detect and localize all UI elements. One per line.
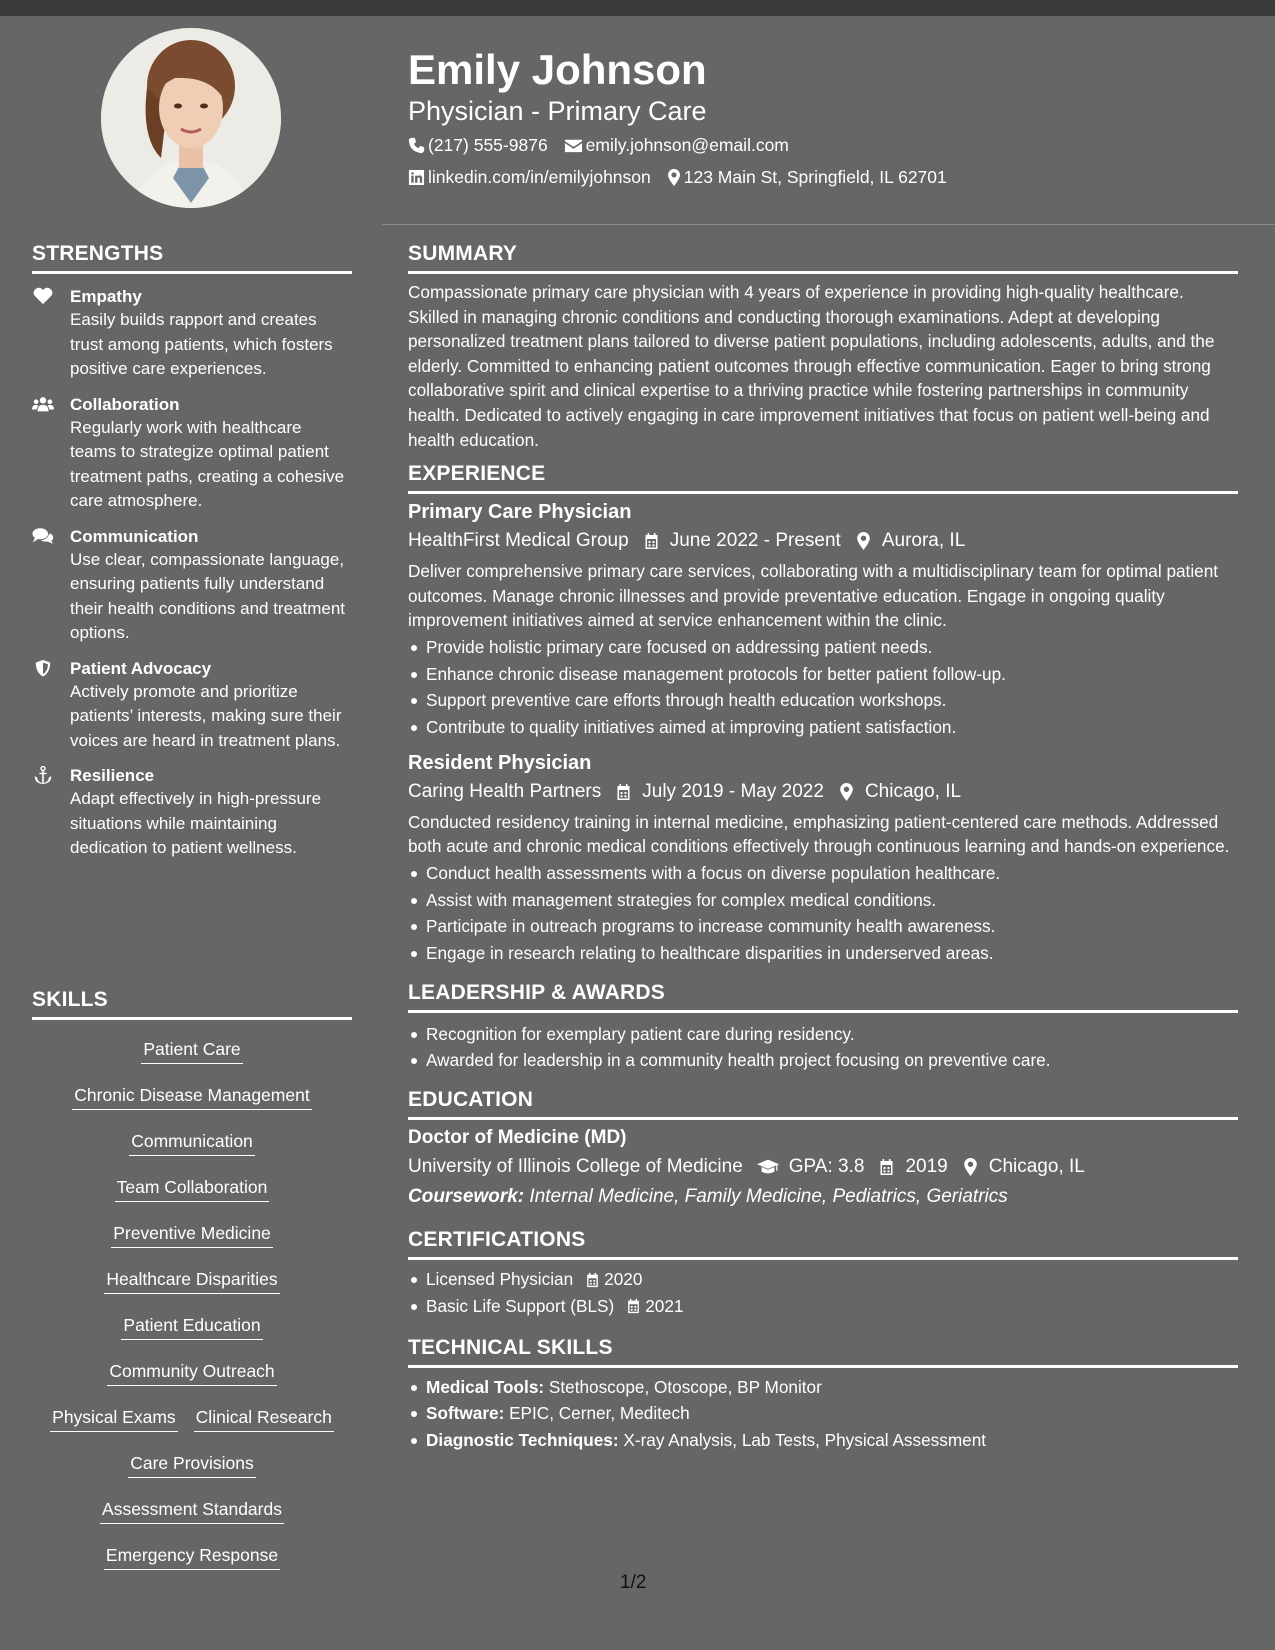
job-meta (408, 777, 1238, 807)
anchor-icon (32, 765, 70, 861)
email-text: emily.johnson@email.com (585, 135, 789, 155)
skill-tag: Clinical Research (194, 1404, 334, 1432)
linkedin-contact[interactable] (408, 165, 651, 189)
map-marker-icon (838, 783, 855, 801)
strength-desc: Regularly work with healthcare teams to strategize optimal patient treatment paths, creating a cohesive care atmosphere. (70, 417, 345, 510)
technical-skill-value: Stethoscope, Otoscope, BP Monitor (548, 1376, 822, 1397)
technical-skills-section (408, 1336, 1238, 1454)
awards-list (408, 1021, 1238, 1074)
calendar-icon (626, 1298, 641, 1314)
school-name: University of Illinois College of Medicine (408, 1156, 743, 1178)
skills-section (32, 988, 352, 1584)
skill-tag: Assessment Standards (100, 1496, 284, 1524)
bullet-item: Support preventive care efforts through health education workshops. (408, 687, 1238, 714)
job-bullets (408, 860, 1238, 967)
technical-skill-item (408, 1427, 1238, 1454)
contact-row (408, 133, 805, 157)
strength-desc: Use clear, compassionate language, ensuring patients fully understand their health conditions and treatment options. (70, 549, 346, 642)
strength-item (32, 526, 352, 646)
calendar-icon (585, 1272, 600, 1288)
bullet-item: Conduct health assessments with a focus on diverse population healthcare. (408, 860, 1238, 887)
skill-tag: Team Collaboration (115, 1174, 270, 1202)
strength-item (32, 765, 352, 861)
awards-section (408, 981, 1238, 1074)
job-dates: July 2019 - May 2022 (642, 780, 824, 802)
graduation-year: 2019 (905, 1156, 948, 1178)
envelope-icon (564, 137, 583, 154)
linkedin-icon (408, 169, 425, 186)
education-location: Chicago, IL (988, 1156, 1085, 1178)
experience-title: EXPERIENCE (408, 462, 1238, 494)
technical-skill-value: EPIC, Cerner, Meditech (509, 1403, 690, 1424)
right-column (408, 242, 1238, 1464)
summary-text: Compassionate primary care physician with 4 years of experience in providing high-quality healthcare. Skilled in managing chronic conditions and conducting thorough examinations. Adept at developing personalized treatment plans tailored to diverse patient populations, including adolescents, adults, and the elderly. Committed to enhancing patient outcomes through effective communication. Eager to bring strong collaborative spirit and clinical expertise to a thriving practice while fostering partnerships in community health. Dedicated to actively engaging in care improvement initiatives that focus on patient well-being and health education. (408, 282, 1215, 450)
header-divider (382, 224, 1275, 225)
degree-title: Doctor of Medicine (MD) (408, 1127, 627, 1149)
awards-title: LEADERSHIP & AWARDS (408, 981, 1238, 1013)
coursework-label: Coursework: (408, 1186, 525, 1208)
strength-item (32, 394, 352, 514)
page-number: 1/2 (620, 1572, 647, 1593)
address-text: 123 Main St, Springfield, IL 62701 (683, 167, 947, 187)
job-title: Primary Care Physician (408, 501, 632, 524)
skill-tag: Emergency Response (104, 1542, 280, 1570)
job-meta (408, 526, 1238, 556)
bullet-item: Assist with management strategies for complex medical conditions. (408, 887, 1238, 914)
calendar-icon (878, 1158, 895, 1176)
phone-icon (408, 137, 425, 154)
skill-tag: Care Provisions (128, 1450, 256, 1478)
technical-skills-title: TECHNICAL SKILLS (408, 1336, 1238, 1368)
technical-skill-item (408, 1400, 1238, 1427)
job-entry (408, 749, 1238, 967)
job-bullets (408, 634, 1238, 741)
job-location: Aurora, IL (881, 530, 966, 552)
strength-name: Collaboration (70, 394, 180, 414)
bullet-item: Provide holistic primary care focused on addressing patient needs. (408, 634, 1238, 661)
gpa-text: GPA: 3.8 (788, 1156, 865, 1178)
certification-name: Basic Life Support (BLS) (426, 1295, 615, 1316)
certification-year: 2021 (645, 1295, 684, 1316)
certification-name: Licensed Physician (426, 1269, 574, 1290)
graduation-cap-icon (757, 1158, 779, 1176)
technical-skill-label: Medical Tools: (426, 1376, 545, 1397)
technical-skill-label: Diagnostic Techniques: (426, 1429, 619, 1450)
candidate-name: Emily Johnson (408, 46, 707, 93)
email-contact[interactable] (564, 133, 789, 157)
calendar-icon (643, 532, 660, 550)
shield-icon (32, 658, 70, 754)
skill-list (32, 1020, 352, 1584)
certifications-title: CERTIFICATIONS (408, 1228, 1238, 1260)
map-marker-icon (855, 532, 872, 550)
strength-item (32, 658, 352, 754)
strengths-title: STRENGTHS (32, 242, 352, 274)
strength-name: Patient Advocacy (70, 658, 212, 678)
bullet-item: Enhance chronic disease management protocols for better patient follow-up. (408, 661, 1238, 688)
strength-desc: Actively promote and prioritize patients’ interests, making sure their voices are heard in treatment plans. (70, 681, 342, 750)
phone-contact[interactable] (408, 133, 548, 157)
skill-tag: Healthcare Disparities (104, 1266, 279, 1294)
certifications-section (408, 1228, 1238, 1319)
summary-title: SUMMARY (408, 242, 1238, 274)
coursework-text: Internal Medicine, Family Medicine, Pediatrics, Geriatrics (529, 1186, 1008, 1208)
education-title: EDUCATION (408, 1088, 1238, 1120)
skill-tag: Patient Care (141, 1036, 242, 1064)
phone-text: (217) 555-9876 (428, 135, 548, 155)
certifications-list (408, 1266, 1238, 1319)
award-item: Awarded for leadership in a community health project focusing on preventive care. (408, 1047, 1238, 1074)
strength-name: Communication (70, 526, 199, 546)
skill-tag: Communication (129, 1128, 255, 1156)
bullet-item: Participate in outreach programs to increase community health awareness. (408, 913, 1238, 940)
map-marker-icon (962, 1158, 979, 1176)
strength-item (32, 286, 352, 382)
skill-tag: Physical Exams (50, 1404, 178, 1432)
job-description: Conducted residency training in internal medicine, emphasizing patient-centered care methods. Addressed both acute and chronic medical conditions effectively through continuous learning and hands-on experience. (408, 811, 1230, 857)
comments-icon (32, 526, 70, 646)
avatar (101, 28, 281, 208)
award-item: Recognition for exemplary patient care during residency. (408, 1021, 1238, 1048)
skill-tag: Patient Education (121, 1312, 262, 1340)
strength-name: Resilience (70, 766, 155, 785)
summary-section (408, 242, 1238, 452)
strength-name: Empathy (70, 287, 142, 306)
linkedin-text: linkedin.com/in/emilyjohnson (428, 167, 651, 187)
skill-tag: Preventive Medicine (111, 1220, 273, 1248)
contact-row (408, 165, 963, 189)
candidate-role: Physician - Primary Care (408, 96, 707, 126)
job-location: Chicago, IL (864, 780, 962, 802)
bullet-item: Engage in research relating to healthcare disparities in underserved areas. (408, 940, 1238, 967)
technical-skill-value: X-ray Analysis, Lab Tests, Physical Assessment (623, 1429, 987, 1450)
job-title: Resident Physician (408, 751, 592, 774)
strength-desc: Easily builds rapport and creates trust among patients, which fosters positive care experiences. (70, 310, 333, 378)
experience-section (408, 462, 1238, 967)
education-section (408, 1088, 1238, 1212)
certification-item (408, 1266, 1238, 1293)
users-icon (32, 394, 70, 514)
heart-icon (32, 286, 70, 382)
certification-year: 2020 (604, 1269, 643, 1290)
technical-skill-label: Software: (426, 1403, 505, 1424)
job-description: Deliver comprehensive primary care services, collaborating with a multidisciplinary team for optimal patient outcomes. Manage chronic illnesses and provide preventative education. Engage in ongoing quality improvement initiatives aimed at service enhancement within the clinic. (408, 561, 1219, 631)
education-meta (408, 1152, 1238, 1182)
job-org: Caring Health Partners (408, 780, 602, 802)
skills-title: SKILLS (32, 988, 352, 1020)
calendar-icon (615, 783, 632, 801)
certification-item (408, 1293, 1238, 1320)
address-contact (667, 165, 947, 189)
top-bar (0, 0, 1275, 16)
profile-photo (101, 28, 281, 208)
job-entry (408, 498, 1238, 741)
skill-tag: Chronic Disease Management (72, 1082, 311, 1110)
skill-tag: Community Outreach (107, 1358, 276, 1386)
strength-desc: Adapt effectively in high-pressure situations while maintaining dedication to patient wellness. (70, 789, 322, 857)
map-marker-icon (667, 169, 681, 186)
technical-skills-list (408, 1374, 1238, 1454)
job-dates: June 2022 - Present (669, 530, 841, 552)
coursework (408, 1182, 1238, 1212)
bullet-item: Contribute to quality initiatives aimed at improving patient satisfaction. (408, 714, 1238, 741)
technical-skill-item (408, 1374, 1238, 1401)
job-org: HealthFirst Medical Group (408, 530, 629, 552)
strengths-section (32, 242, 352, 861)
